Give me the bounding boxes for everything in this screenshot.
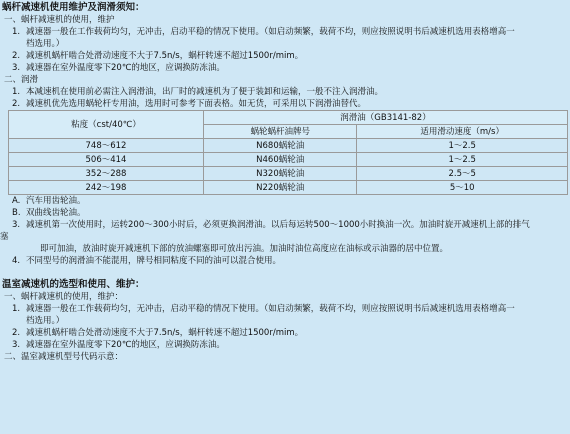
table-header-group: 润滑油（GB3141-82） <box>204 111 568 125</box>
list-item <box>10 50 570 62</box>
document-page <box>0 2 570 434</box>
section-title-greenhouse: 温室减速机的选型和使用、维护： <box>2 279 145 290</box>
section-heading-lubrication: 二、润滑 <box>4 75 39 85</box>
list-item <box>10 207 570 219</box>
item-text: 减速机第一次使用时，运转200～300小时后，必须更换润滑油。以后每运转500～1000小时换油一次。加油时旋开减速机上部的排气 <box>26 220 530 230</box>
list-item <box>10 86 570 98</box>
item-number: 1. <box>12 27 21 37</box>
table-header-oil: 蜗轮蜗杆油牌号 <box>204 125 357 139</box>
table-cell: 352～288 <box>9 167 204 181</box>
list-item <box>10 327 570 339</box>
table-row <box>9 153 568 167</box>
item-number: 2. <box>12 51 21 61</box>
item-number: 2. <box>12 99 21 109</box>
list-item <box>10 303 570 327</box>
table-header-viscosity: 粘度（cst/40℃） <box>9 111 204 139</box>
table-header-speed: 适用滑动速度（m/s） <box>357 125 568 139</box>
item-text: 减速器在室外温度零下20℃的地区，应调换防冻油。 <box>26 340 225 350</box>
item-letter: B. <box>12 208 21 218</box>
table-cell: N220蜗轮油 <box>204 181 357 195</box>
item-letter: A. <box>12 196 21 206</box>
item-text: 双曲线齿轮油。 <box>26 208 86 218</box>
list-item <box>10 26 570 50</box>
list-item <box>10 219 570 231</box>
table-cell: 242～198 <box>9 181 204 195</box>
table-cell: 506～414 <box>9 153 204 167</box>
spacer <box>0 267 570 279</box>
section-heading-usage: 一、蜗杆减速机的使用，维护 <box>4 15 115 25</box>
item-text: 减速器一般在工作载荷均匀，无冲击，启动平稳的情况下使用。（如启动频繁，载荷不均，则应按照说明书后减速机选用表格增高一 <box>26 304 515 314</box>
item-text-wrap: 塞 <box>0 232 9 242</box>
item-number: 2. <box>12 328 21 338</box>
item-number: 3. <box>12 340 21 350</box>
section-title: 蜗杆减速机使用维护及润滑须知： <box>2 2 145 13</box>
table-cell: N680蜗轮油 <box>204 139 357 153</box>
table-cell: 2.5～5 <box>357 167 568 181</box>
item-text: 减速机蜗杆啮合处滑动速度不大于7.5n/s，蜗杆转速不超过1500r/mim。 <box>26 328 304 338</box>
table-cell: N460蜗轮油 <box>204 153 357 167</box>
item-number: 1. <box>12 304 21 314</box>
item-number: 4. <box>12 256 21 266</box>
item-number: 1. <box>12 87 21 97</box>
list-item <box>10 62 570 74</box>
list-item <box>10 98 570 110</box>
item-text-cont: 档选用。） <box>26 316 65 326</box>
table-row <box>9 181 568 195</box>
lubricant-table <box>8 110 568 195</box>
item-number: 3. <box>12 220 21 230</box>
section-heading-model-code: 二、温室减速机型号代码示意： <box>4 352 124 362</box>
list-item <box>10 195 570 207</box>
item-text: 汽车用齿轮油。 <box>26 196 86 206</box>
table-cell: 748～612 <box>9 139 204 153</box>
table-cell: 1～2.5 <box>357 153 568 167</box>
table-cell: 1～2.5 <box>357 139 568 153</box>
section-heading-usage-2: 一、蜗杆减速机的使用，维护： <box>4 292 124 302</box>
item-number: 3. <box>12 63 21 73</box>
item-text-cont: 即可加油，放油时旋开减速机下部的放油螺塞即可放出污油。加油时油位高度应在油标或示油器的居中位置。 <box>40 244 449 254</box>
item-text: 减速器在室外温度零下20℃的地区，应调换防冻油。 <box>26 63 225 73</box>
table-cell: 5～10 <box>357 181 568 195</box>
item-text: 本减速机在使用前必需注入润滑油，出厂时的减速机为了便于装卸和运输，一般不注入润滑油。 <box>26 87 384 97</box>
list-item <box>10 339 570 351</box>
item-text: 减速机蜗杆啮合处滑动速度不大于7.5n/s，蜗杆转速不超过1500r/mim。 <box>26 51 304 61</box>
table-row <box>9 167 568 181</box>
item-text: 不同型号的润滑油不能混用，牌号相同粘度不同的油可以混合使用。 <box>26 256 282 266</box>
item-text: 减速机优先选用蜗轮杆专用油，选用时可参考下面表格。如无货，可采用以下润滑油替代。 <box>26 99 367 109</box>
list-item <box>10 255 570 267</box>
item-text: 减速器一般在工作载荷均匀，无冲击，启动平稳的情况下使用。（如启动频繁，载荷不均，则应按照说明书后减速机选用表格增高一 <box>26 27 515 37</box>
table-cell: N320蜗轮油 <box>204 167 357 181</box>
item-text-cont: 档选用。） <box>26 39 65 49</box>
table-row <box>9 139 568 153</box>
